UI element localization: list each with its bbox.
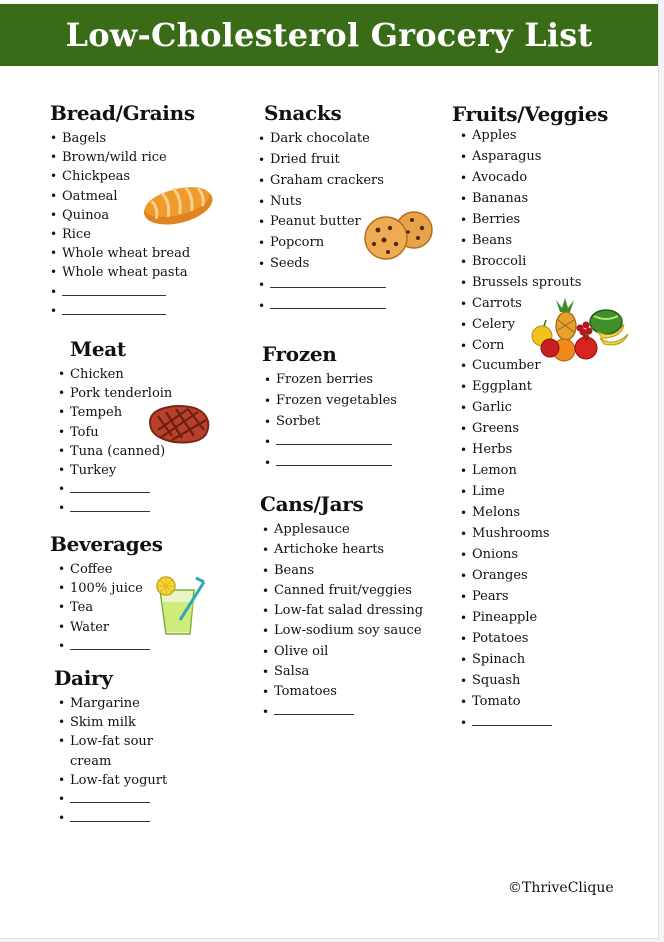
- list-item: • Corn: [460, 336, 608, 357]
- list-item: • Dried fruit: [258, 150, 386, 171]
- write-in-line[interactable]: [270, 296, 386, 309]
- blank-line-item[interactable]: [58, 637, 163, 656]
- list-item: • Herbs: [460, 440, 608, 461]
- list-item: • Coffee: [58, 560, 163, 579]
- list-item: • Artichoke hearts: [262, 540, 423, 560]
- blank-line-item[interactable]: [58, 499, 172, 518]
- cookies-icon: [360, 208, 436, 260]
- title-banner: [0, 4, 658, 66]
- write-in-line[interactable]: [276, 453, 392, 466]
- list-item: • Salsa: [262, 662, 423, 682]
- copyright-text: ©ThriveClique: [508, 880, 614, 896]
- beverages-list: [58, 560, 163, 656]
- list-item: • Low-fat sour cream: [58, 732, 168, 770]
- list-item: • Lime: [460, 482, 608, 503]
- list-item: • Beans: [460, 231, 608, 252]
- dairy-list: [58, 694, 168, 828]
- list-item: • Olive oil: [262, 642, 423, 662]
- list-item: • Tomatoes: [262, 682, 423, 702]
- section-fruits-veggies: [452, 102, 608, 734]
- list-item: • Brussels sprouts: [460, 273, 608, 294]
- list-item: • Popcorn: [258, 233, 386, 254]
- page-title: Low-Cholesterol Grocery List: [65, 16, 593, 54]
- write-in-line[interactable]: [70, 790, 150, 803]
- list-item: • Tomato: [460, 692, 608, 713]
- write-in-line[interactable]: [274, 702, 354, 715]
- write-in-line[interactable]: [62, 283, 166, 296]
- list-item: • Potatoes: [460, 629, 608, 650]
- list-item: • Chicken: [58, 365, 172, 384]
- list-item: • Oranges: [460, 566, 608, 587]
- list-item: • Low-sodium soy sauce: [262, 621, 423, 641]
- list-item: • Broccoli: [460, 252, 608, 273]
- list-item: • Peanut butter: [258, 212, 386, 233]
- write-in-line[interactable]: [70, 480, 150, 493]
- section-cans-jars: [260, 492, 423, 723]
- list-item: • Tuna (canned): [58, 442, 172, 461]
- blank-line-item[interactable]: [262, 702, 423, 722]
- list-item: • Applesauce: [262, 520, 423, 540]
- list-item: • Tofu: [58, 423, 172, 442]
- section-heading: Snacks: [264, 101, 342, 125]
- list-item: • Canned fruit/veggies: [262, 581, 423, 601]
- blank-line-item[interactable]: [50, 283, 195, 302]
- list-item: • Low-fat salad dressing: [262, 601, 423, 621]
- fruit-basket-icon: [526, 298, 630, 366]
- list-item: • Frozen berries: [264, 370, 397, 391]
- list-item: • Whole wheat pasta: [50, 263, 195, 282]
- list-item: • Chickpeas: [50, 167, 195, 186]
- list-item: • Nuts: [258, 192, 386, 213]
- list-item: • Skim milk: [58, 713, 168, 732]
- list-item: • Beans: [262, 561, 423, 581]
- list-item: • Graham crackers: [258, 171, 386, 192]
- write-in-line[interactable]: [276, 432, 392, 445]
- list-item: • Mushrooms: [460, 524, 608, 545]
- list-item: • Berries: [460, 210, 608, 231]
- list-item: • Whole wheat bread: [50, 244, 195, 263]
- write-in-line[interactable]: [270, 275, 386, 288]
- section-heading: Dairy: [54, 666, 113, 690]
- section-dairy: [54, 666, 168, 828]
- section-heading: Beverages: [50, 532, 163, 556]
- list-item: • Spinach: [460, 650, 608, 671]
- list-item: • Pork tenderloin: [58, 384, 172, 403]
- section-heading: Bread/Grains: [50, 101, 195, 125]
- list-item: • Oatmeal: [50, 187, 195, 206]
- blank-line-item[interactable]: [58, 790, 168, 809]
- write-in-line[interactable]: [70, 637, 150, 650]
- list-item: • Avocado: [460, 168, 608, 189]
- bread-icon: [140, 180, 216, 230]
- list-item: • Water: [58, 618, 163, 637]
- write-in-line[interactable]: [70, 809, 150, 822]
- juice-glass-icon: [150, 572, 208, 638]
- write-in-line[interactable]: [62, 302, 166, 315]
- section-heading: Fruits/Veggies: [452, 102, 609, 126]
- list-item: • Cucumber: [460, 356, 608, 377]
- list-item: • Bananas: [460, 189, 608, 210]
- list-item: • Quinoa: [50, 206, 195, 225]
- blank-line-item[interactable]: [58, 809, 168, 828]
- list-item: • Pineapple: [460, 608, 608, 629]
- list-item: • Apples: [460, 126, 608, 147]
- list-item: • Greens: [460, 419, 608, 440]
- section-heading: Cans/Jars: [260, 492, 364, 516]
- list-item: • Frozen vegetables: [264, 391, 397, 412]
- list-item: • Lemon: [460, 461, 608, 482]
- list-item: • Pears: [460, 587, 608, 608]
- list-item: • Squash: [460, 671, 608, 692]
- cans-jars-list: [262, 520, 423, 723]
- list-item: • Seeds: [258, 254, 386, 275]
- blank-line-item[interactable]: [50, 302, 195, 321]
- list-item: • Melons: [460, 503, 608, 524]
- frozen-list: [264, 370, 397, 474]
- list-item: • Eggplant: [460, 377, 608, 398]
- list-item: • Low-fat yogurt: [58, 771, 168, 790]
- blank-line-item[interactable]: [258, 296, 386, 317]
- list-item: • Tea: [58, 598, 163, 617]
- fruits-veggies-list: [460, 126, 608, 734]
- section-beverages: [50, 532, 163, 656]
- list-item: • Dark chocolate: [258, 129, 386, 150]
- section-heading: Meat: [70, 337, 126, 361]
- blank-line-item[interactable]: [460, 713, 608, 734]
- list-item: • Garlic: [460, 398, 608, 419]
- blank-line-item[interactable]: [258, 275, 386, 296]
- steak-icon: [144, 402, 214, 446]
- section-frozen: [262, 342, 397, 474]
- section-heading: Frozen: [262, 342, 337, 366]
- list-item: • Onions: [460, 545, 608, 566]
- blank-line-item[interactable]: [58, 480, 172, 499]
- list-item: • Brown/wild rice: [50, 148, 195, 167]
- list-item: • 100% juice: [58, 579, 163, 598]
- list-item: • Rice: [50, 225, 195, 244]
- list-item: • Bagels: [50, 129, 195, 148]
- list-item: • Turkey: [58, 461, 172, 480]
- blank-line-item[interactable]: [264, 453, 397, 474]
- list-item: • Margarine: [58, 694, 168, 713]
- list-item: • Sorbet: [264, 412, 397, 433]
- list-item: • Asparagus: [460, 147, 608, 168]
- list-item: • Tempeh: [58, 403, 172, 422]
- list-item: • Celery: [460, 315, 608, 336]
- blank-line-item[interactable]: [264, 432, 397, 453]
- list-item: • Carrots: [460, 294, 608, 315]
- write-in-line[interactable]: [70, 499, 150, 512]
- write-in-line[interactable]: [472, 713, 552, 726]
